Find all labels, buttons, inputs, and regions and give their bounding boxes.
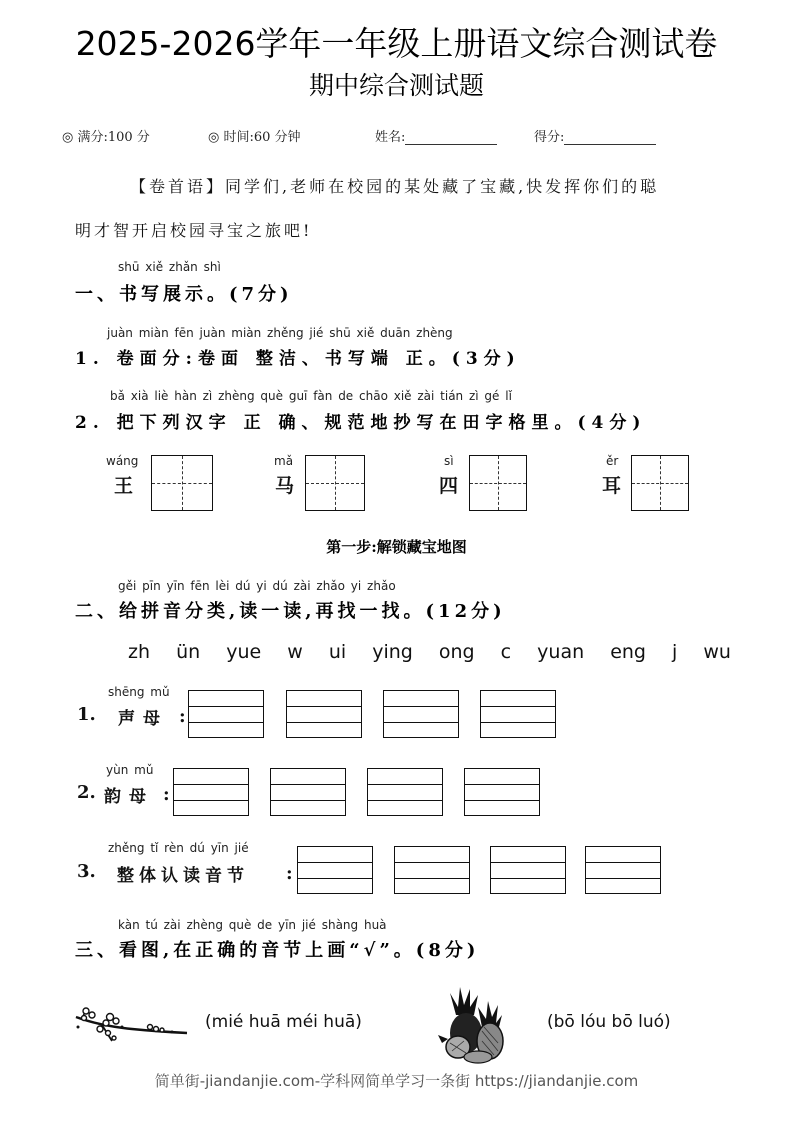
grid-pinyin-3: sì xyxy=(444,454,454,468)
row1-number: 1. xyxy=(77,704,96,725)
score-label: 得分: xyxy=(534,130,565,145)
plum-blossom-icon xyxy=(72,1005,192,1045)
section1-pinyin: shū xiě zhǎn shì xyxy=(118,260,221,274)
pinyin-item: yuan xyxy=(537,641,585,663)
row1-label: 声母 xyxy=(118,709,168,729)
grid-pinyin-4: ěr xyxy=(606,454,619,468)
pinyin-writing-box[interactable] xyxy=(297,846,373,894)
pinyin-item: j xyxy=(672,641,678,663)
section2-pinyin: gěi pīn yīn fēn lèi dú yi dú zài zhǎo yi zhǎo xyxy=(118,579,396,593)
pinyin-item: zh xyxy=(128,641,151,663)
step-title: 第一步:解锁藏宝地图 xyxy=(326,538,467,556)
pinyin-writing-box[interactable] xyxy=(383,690,459,738)
section3-heading: 三、看图,在正确的音节上画“√”。(8分) xyxy=(75,940,480,961)
row2-pinyin: yùn mǔ xyxy=(106,763,154,777)
q1-text: 1. 卷面分:卷面 整洁、书写端 正。(3分) xyxy=(75,349,521,369)
page-title: 2025-2026学年一年级上册语文综合测试卷 xyxy=(75,24,718,63)
pinyin-writing-box[interactable] xyxy=(286,690,362,738)
row3-colon: : xyxy=(286,863,293,884)
grid-pinyin-2: mǎ xyxy=(274,454,294,468)
pineapple-icon xyxy=(436,985,514,1065)
pineapple-choices[interactable]: (bō lóu bō luó) xyxy=(547,1012,671,1032)
plum-blossom-image xyxy=(72,1005,192,1045)
grid-pinyin-1: wáng xyxy=(106,454,139,468)
page-subtitle: 期中综合测试题 xyxy=(308,71,484,100)
row3-number: 3. xyxy=(77,861,96,882)
section1-heading: 一、书写展示。(7分) xyxy=(75,284,293,305)
q1-pinyin: juàn miàn fēn juàn miàn zhěng jié shū xiě duān zhèng xyxy=(107,326,453,340)
grid-char-1: 王 xyxy=(114,475,134,497)
pinyin-item: c xyxy=(500,641,512,663)
pinyin-writing-box[interactable] xyxy=(270,768,346,816)
row2-label: 韵母 xyxy=(104,787,154,807)
pinyin-writing-box[interactable] xyxy=(480,690,556,738)
exam-time: ◎ 时间:60 分钟 xyxy=(208,130,301,145)
preface-line-1: 【卷首语】同学们,老师在校园的某处藏了宝藏,快发挥你们的聪 xyxy=(130,177,660,196)
tianzige-box-3[interactable] xyxy=(469,455,527,511)
q2-pinyin: bǎ xià liè hàn zì zhèng què guī fàn de chāo xiě zài tián zì gé lǐ xyxy=(110,389,512,403)
row3-label: 整体认读音节 xyxy=(117,866,249,886)
grid-char-2: 马 xyxy=(275,475,295,497)
preface-line-2: 明才智开启校园寻宝之旅吧! xyxy=(75,221,313,240)
pinyin-item: wu xyxy=(703,641,731,663)
pinyin-item: w xyxy=(287,641,303,663)
row2-colon: : xyxy=(163,784,170,805)
row1-colon: : xyxy=(179,706,186,727)
pineapple-image xyxy=(436,985,514,1065)
plum-choices[interactable]: (mié huā méi huā) xyxy=(205,1012,362,1032)
pinyin-writing-box[interactable] xyxy=(585,846,661,894)
pinyin-item: ying xyxy=(372,641,413,663)
grid-char-3: 四 xyxy=(439,475,459,497)
pinyin-writing-box[interactable] xyxy=(394,846,470,894)
pinyin-writing-box[interactable] xyxy=(188,690,264,738)
pinyin-writing-box[interactable] xyxy=(490,846,566,894)
pinyin-writing-box[interactable] xyxy=(367,768,443,816)
row1-pinyin: shēng mǔ xyxy=(108,685,170,699)
name-blank[interactable] xyxy=(405,130,497,145)
pinyin-item: ui xyxy=(328,641,347,663)
grid-char-4: 耳 xyxy=(602,475,622,497)
name-field[interactable] xyxy=(375,126,497,145)
pinyin-writing-box[interactable] xyxy=(464,768,540,816)
section3-pinyin: kàn tú zài zhèng què de yīn jié shàng huà xyxy=(118,918,387,932)
pinyin-item: ong xyxy=(438,641,475,663)
score-blank[interactable] xyxy=(564,130,656,145)
tianzige-box-4[interactable] xyxy=(631,455,689,511)
footer-watermark: 简单街-jiandanjie.com-学科网简单学习一条街 https://jiandanjie.com xyxy=(154,1072,639,1090)
tianzige-box-2[interactable] xyxy=(305,455,365,511)
pinyin-item: yue xyxy=(226,641,262,663)
score-field[interactable] xyxy=(534,126,656,145)
full-score: ◎ 满分:100 分 xyxy=(62,130,150,145)
pinyin-writing-box[interactable] xyxy=(173,768,249,816)
tianzige-box-1[interactable] xyxy=(151,455,213,511)
section2-heading: 二、给拼音分类,读一读,再找一找。(12分) xyxy=(75,601,506,622)
pinyin-item: eng xyxy=(610,641,646,663)
row3-pinyin: zhěng tǐ rèn dú yīn jié xyxy=(108,841,249,855)
name-label: 姓名: xyxy=(375,130,406,145)
pinyin-list xyxy=(128,641,751,663)
q2-text: 2. 把下列汉字 正 确、规范地抄写在田字格里。(4分) xyxy=(75,413,647,433)
pinyin-item: ün xyxy=(176,641,201,663)
row2-number: 2. xyxy=(77,782,96,803)
